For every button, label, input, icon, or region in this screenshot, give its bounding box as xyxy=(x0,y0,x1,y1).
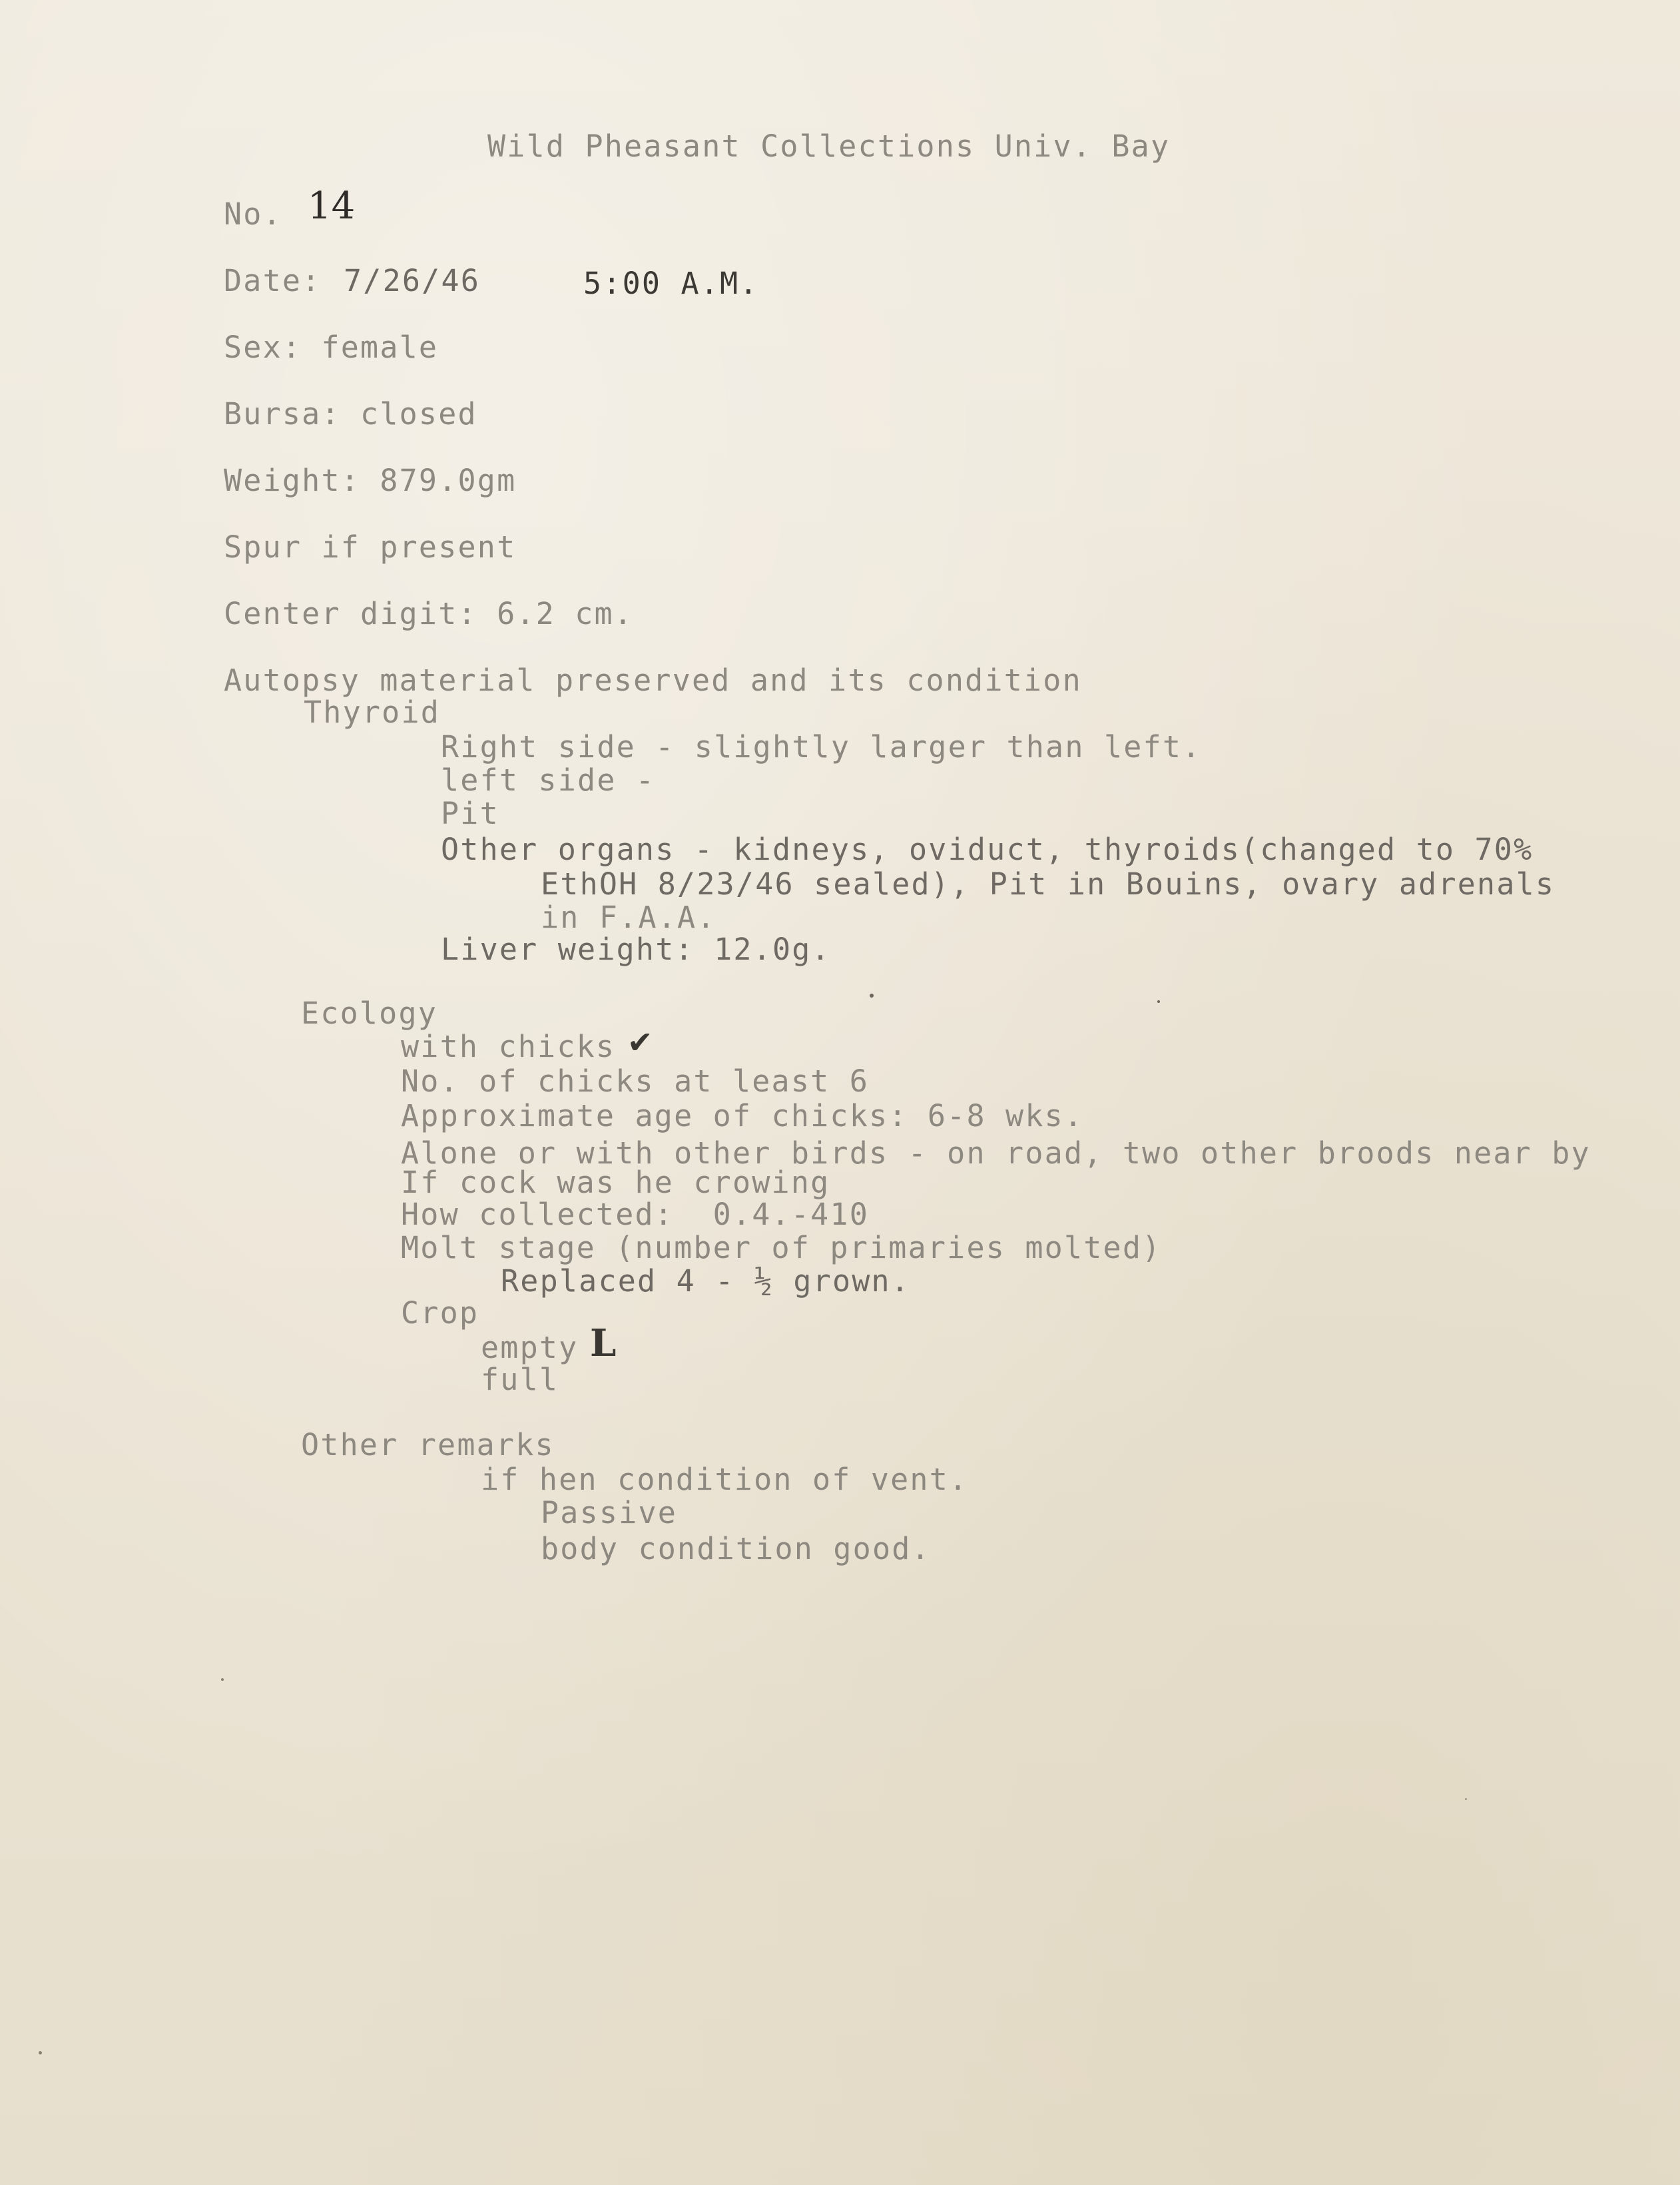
center-digit-line: Center digit: 6.2 cm. xyxy=(224,596,634,631)
molt-stage-line: Molt stage (number of primaries molted) xyxy=(401,1230,1162,1265)
paper-speck xyxy=(39,2051,42,2054)
paper-speck xyxy=(1465,1798,1467,1800)
num-chicks-line: No. of chicks at least 6 xyxy=(401,1064,870,1099)
paper-speck xyxy=(221,1678,224,1681)
weight-line: Weight: 879.0gm xyxy=(224,463,517,498)
bursa-line: Bursa: closed xyxy=(224,396,477,432)
passive-line: Passive xyxy=(541,1495,678,1530)
alone-or-with-line: Alone or with other birds - on road, two other broods near by xyxy=(401,1135,1591,1171)
remarks-heading: Other remarks xyxy=(301,1427,555,1462)
crop-empty-mark-icon: L xyxy=(590,1321,617,1365)
cock-crowing-line: If cock was he crowing xyxy=(401,1165,830,1200)
autopsy-heading: Autopsy material preserved and its condition xyxy=(224,663,1082,698)
how-collected-line: How collected: 0.4.-410 xyxy=(401,1197,870,1232)
ecology-heading: Ecology xyxy=(301,996,438,1031)
date-value: 7/26/46 xyxy=(344,263,481,298)
thyroid-heading: Thyroid xyxy=(304,695,441,730)
other-organs-line-3: in F.A.A. xyxy=(541,900,716,935)
date-label: Date: xyxy=(224,263,322,298)
other-organs-line-1: Other organs - kidneys, oviduct, thyroids(changed to 70% xyxy=(441,832,1534,867)
time-value: 5:00 A.M. xyxy=(583,266,759,301)
spur-line: Spur if present xyxy=(224,529,517,565)
body-condition-line: body condition good. xyxy=(541,1531,931,1566)
left-side-line: left side - xyxy=(441,763,656,798)
liver-weight-line: Liver weight: 12.0g. xyxy=(441,932,831,967)
right-side-line: Right side - slightly larger than left. xyxy=(441,729,1202,765)
with-chicks-line: with chicks xyxy=(401,1029,616,1064)
paper-speck xyxy=(1157,1000,1160,1003)
crop-empty-line: empty xyxy=(481,1330,579,1365)
approx-age-line: Approximate age of chicks: 6-8 wks. xyxy=(401,1098,1084,1133)
page-title: Wild Pheasant Collections Univ. Bay xyxy=(487,129,1171,164)
checkmark-icon: ✔ xyxy=(627,1024,653,1060)
crop-full-line: full xyxy=(481,1362,559,1397)
hen-condition-line: if hen condition of vent. xyxy=(481,1462,969,1497)
number-label: No. xyxy=(224,196,282,232)
replaced-line: Replaced 4 - ½ grown. xyxy=(501,1263,911,1299)
sex-line: Sex: female xyxy=(224,330,439,365)
other-organs-line-2: EthOH 8/23/46 sealed), Pit in Bouins, ovary adrenals xyxy=(541,866,1555,902)
paper-speck xyxy=(870,994,874,998)
pit-line: Pit xyxy=(441,796,499,831)
number-value: 14 xyxy=(308,184,356,228)
crop-heading: Crop xyxy=(401,1295,479,1331)
